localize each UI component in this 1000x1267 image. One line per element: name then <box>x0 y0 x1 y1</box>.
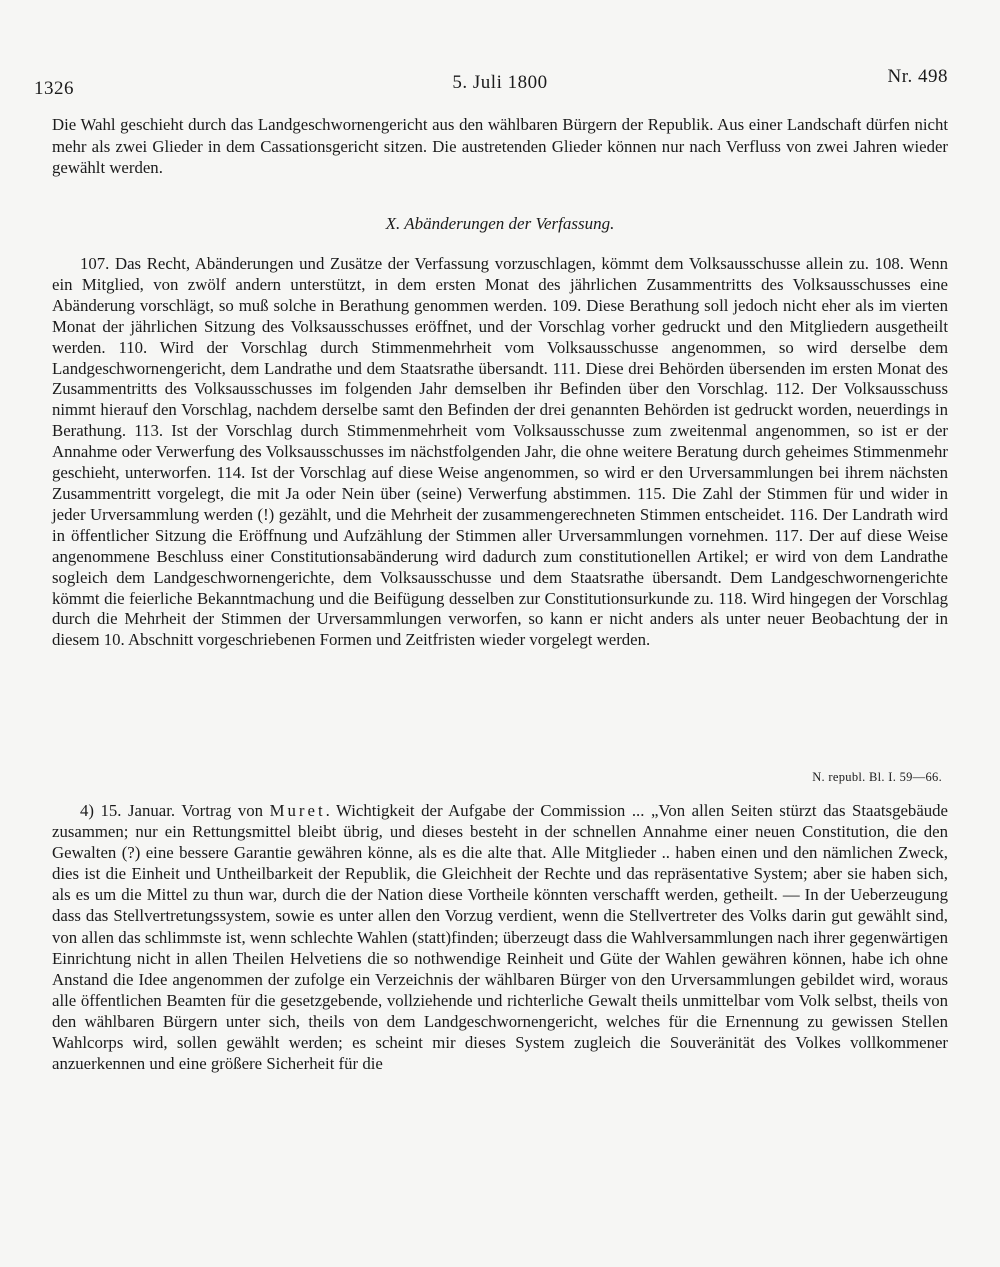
paragraph-election-rule <box>52 114 948 179</box>
document-number: Nr. 498 <box>887 66 948 87</box>
header-date: 5. Juli 1800 <box>452 72 548 93</box>
paragraph-text <box>52 800 948 1074</box>
paragraph-text: Die Wahl geschieht durch das Landgeschwornengericht aus den wählbaren Bürgern der Republik. Aus einer Landschaft dürfen nicht mehr als zwei Glieder in dem Cassationsgericht sitzen. Die austretenden Glieder können nur nach Verfluss von zwei Jahren wieder gewählt werden. <box>52 115 948 178</box>
page-number: 1326 <box>34 78 74 99</box>
lead-text: 4) 15. Januar. Vortrag von <box>80 801 264 820</box>
body-text: . Wichtigkeit der Aufgabe der Commission ... „Von allen Seiten stürzt das Staatsgebäude zusammen; nur ein Rettungsmittel bleibt übrig, und dieses besteht in der schnellen Annahme einer neuen Constitution, die den Gewalten (?) eine bessere Garantie gewähren könne, als es die alte that. Alle Mitglieder .. haben einen und den nämlichen Zweck, dies ist die Einheit und Untheilbarkeit der Republik, die Gleichheit der Rechte und das repräsentative System; aber sie haben sich, als es um die Mittel zu thun war, durch die der Nation diese Vortheile könnten verschafft werden, getheilt. — In der Ueberzeugung dass das Stellvertretungssystem, sowie es unter allen den Vorzug verdient, wenn die Stellvertreter des Volks darin gut gewählt sind, von allen das schlimmste ist, wenn schlechte Wahlen (statt)finden; überzeugt dass die Wahlversammlungen nach ihrer gegenwärtigen Einrichtung nicht in allen Theilen Helvetiens die so nothwendige Reinheit und Güte der Wahlen gewähren können, habe ich ohne Anstand die Idee angenommen der zufolge ein Verzeichnis der wählbaren Bürger von den Urversammlungen gebildet wird, woraus alle öffentlichen Beamten für die gesetzgebende, vollziehende und richterliche Gewalt theils unmittelbar vom Volk selbst, theils von den wählbaren Bürgern unter sich, theils von dem Landgeschwornengericht, welches für die Ernennung zu gewissen Stellen Wahlcorps wird, sollen gewählt werden; es scheint mir dieses System zugleich die Souveränität des Volkes vollkommener anzuerkennen und eine größere Sicherheit für die <box>52 801 948 1074</box>
section-heading-text: X. Abänderungen der Verfassung. <box>385 214 615 233</box>
section-heading <box>0 214 1000 234</box>
paragraph-text: 107. Das Recht, Abänderungen und Zusätze der Verfassung vorzuschlagen, kömmt dem Volksausschusse allein zu. 108. Wenn ein Mitglied, von zwölf andern unterstützt, in dem ersten Monat des jährlichen Zusammentritts des Volksausschusses eine Abänderung vorschlägt, so muß solche in Berathung genommen werden. 109. Diese Berathung soll jedoch nicht eher als im vierten Monat der jährlichen Sitzung des Volksausschusses eröffnet, und der Vorschlag vorher gedruckt und den Mitgliedern ausgetheilt werden. 110. Wird der Vorschlag durch Stimmenmehrheit vom Volksausschusse angenommen, so wird derselbe dem Landgeschwornengericht, dem Landrathe und dem Staatsrathe übersandt. 111. Diese drei Behörden übersenden im ersten Monat des Zusammentritts des Volksausschusses im folgenden Jahr demselben ihr Befinden über den Vorschlag. 112. Der Volksausschuss nimmt hierauf den Vorschlag, nachdem derselbe samt den Befinden der drei genannten Behörden ist gedruckt worden, neuerdings in Berathung. 113. Ist der Vorschlag durch Stimmenmehrheit vom Volksausschusse zum zweitenmal angenommen, so ist er der Annahme oder Verwerfung des Volksausschusses im nächstfolgenden Jahr, die ohne weitere Beratung durch geheimes Stimmenmehr geschieht, unterworfen. 114. Ist der Vorschlag auf diese Weise angenommen, so wird er den Urversammlungen bei ihrem nächsten Zusammentritt vorgelegt, die mit Ja oder Nein über (seine) Verwerfung abstimmen. 115. Die Zahl der Stimmen für und wider in jeder Urversammlung werden (!) gezählt, und die Mehrheit der zusammengerechneten Stimmen entscheidet. 116. Der Landrath wird in öffentlicher Sitzung die Eröffnung und Aufzählung der Stimmen aller Urversammlungen vornehmen. 117. Der auf diese Weise angenommene Beschluss einer Constitutionsabänderung wird dadurch zum constitutionellen Artikel; er wird von dem Landrathe sogleich dem Landgeschwornengerichte, dem Volksausschusse und dem Staatsrathe übersandt. Dem Landgeschwornengerichte kömmt die feierliche Bekanntmachung und die Beifügung desselben zur Constitutionsurkunde zu. 118. Wird hingegen der Vorschlag durch die Mehrheit der Stimmen der Urversammlungen verworfen, so kann er nicht anders als unter neuer Beobachtung der in diesem 10. Abschnitt vorgeschriebenen Formen und Zeitfristen wieder vorgelegt werden. <box>52 254 948 650</box>
source-reference: N. republ. Bl. I. 59—66. <box>812 770 942 784</box>
speaker-name: Muret <box>269 801 326 820</box>
paragraph-amendments <box>52 254 948 651</box>
paragraph-muret-report <box>52 800 948 1074</box>
